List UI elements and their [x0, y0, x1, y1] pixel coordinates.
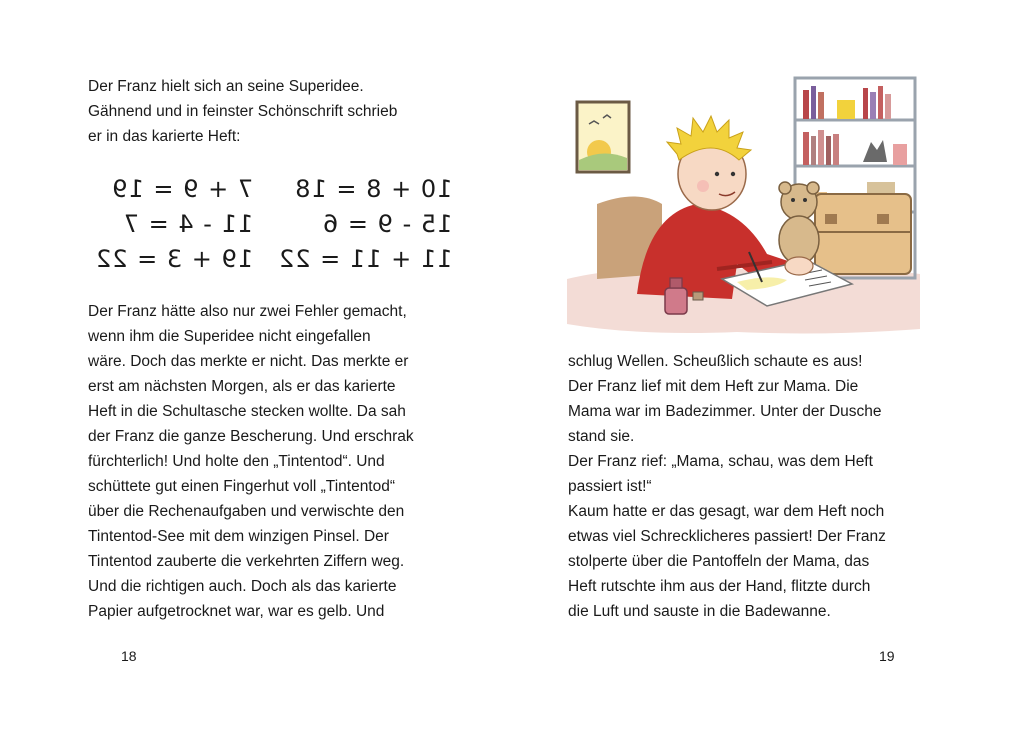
boy-hand [785, 257, 813, 275]
text-line: erst am nächsten Morgen, als er das karierte [88, 378, 396, 395]
text-line: fürchterlich! Und holte den „Tintentod“. Und [88, 453, 385, 470]
math-equation: 10 + 8 = 18 [294, 175, 453, 203]
text-line: die Luft und sauste in die Badewanne. [568, 603, 831, 620]
text-line: der Franz die ganze Bescherung. Und erschrak [88, 428, 414, 445]
suitcase [815, 194, 911, 274]
boy-head [667, 116, 751, 210]
text-line: Kaum hatte er das gesagt, war dem Heft noch [568, 503, 885, 520]
teddy-bear [779, 182, 819, 264]
page-number-left: 18 [121, 648, 137, 664]
text-line: etwas viel Schrecklicheres passiert! Der Franz [568, 528, 886, 545]
text-line: Der Franz hielt sich an seine Superidee. [88, 78, 364, 95]
text-line: über die Rechenaufgaben und verwischte den [88, 503, 405, 520]
text-line: Tintentod zauberte die verkehrten Ziffern weg. [88, 553, 405, 570]
mirrored-math-block [95, 172, 453, 282]
intro-paragraph [88, 74, 397, 149]
text-line: schlug Wellen. Scheußlich schaute es aus! [568, 353, 863, 370]
text-line: Der Franz lief mit dem Heft zur Mama. Die [568, 378, 859, 395]
text-line: Der Franz rief: „Mama, schau, was dem Heft [568, 453, 873, 470]
text-line: Der Franz hätte also nur zwei Fehler gemacht, [88, 303, 407, 320]
math-equation: 11 + 11 = 22 [278, 245, 453, 273]
text-line: passiert ist!“ [568, 478, 652, 495]
text-line: wenn ihm die Superidee nicht eingefallen [88, 328, 371, 345]
text-line: Mama war im Badezimmer. Unter der Dusche [568, 403, 882, 420]
text-line: schüttete gut einen Fingerhut voll „Tintentod“ [88, 478, 396, 495]
text-line: er in das karierte Heft: [88, 128, 241, 145]
text-line: stolperte über die Pantoffeln der Mama, das [568, 553, 870, 570]
math-equation: 15 - 9 = 6 [321, 210, 453, 238]
math-equation: 11 - 4 = 7 [122, 210, 254, 238]
text-line: stand sie. [568, 428, 635, 445]
franz-homework-illustration [567, 74, 920, 336]
text-line: Und die richtigen auch. Doch als das karierte [88, 578, 397, 595]
text-line: Heft rutschte ihm aus der Hand, flitzte durch [568, 578, 871, 595]
right-main-paragraph [568, 349, 886, 624]
text-line: wäre. Doch das merkte er nicht. Das merkte er [88, 353, 409, 370]
math-column-left [95, 172, 253, 277]
left-main-paragraph [88, 299, 414, 624]
text-line: Heft in die Schultasche stecken wollte. Da sah [88, 403, 406, 420]
math-column-right [278, 172, 452, 277]
wall-picture [577, 102, 629, 172]
text-line: Papier aufgetrocknet war, war es gelb. Und [88, 603, 385, 620]
math-equation: 19 + 3 = 22 [95, 245, 254, 273]
math-equation: 7 + 9 = 19 [111, 175, 254, 203]
text-line: Tintentod-See mit dem winzigen Pinsel. Der [88, 528, 389, 545]
page-number-right: 19 [879, 648, 895, 664]
text-line: Gähnend und in feinster Schönschrift schrieb [88, 103, 398, 120]
